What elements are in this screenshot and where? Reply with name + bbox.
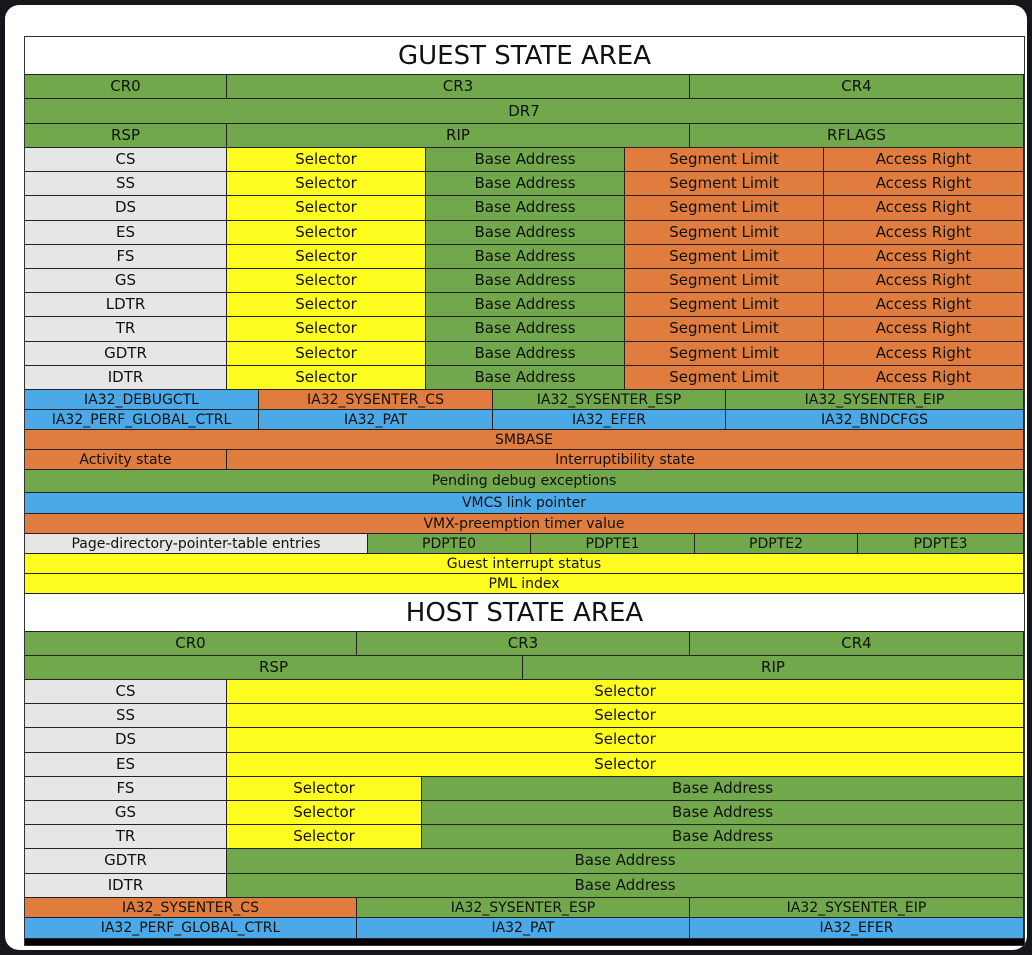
segment-base-address: Base Address bbox=[426, 342, 625, 366]
host-msr-row-1 bbox=[25, 898, 1024, 918]
guest-vmx-preemption-timer: VMX-preemption timer value bbox=[25, 514, 1024, 534]
segment-selector: Selector bbox=[227, 172, 426, 196]
segment-access-right: Access Right bbox=[824, 148, 1024, 172]
guest-state-row bbox=[25, 450, 1024, 470]
guest-segment-row bbox=[25, 196, 1024, 220]
host-segment-row bbox=[25, 874, 1024, 898]
segment-name: SS bbox=[25, 704, 227, 728]
guest-ia32-sysenter-esp: IA32_SYSENTER_ESP bbox=[493, 390, 726, 410]
segment-selector: Selector bbox=[227, 148, 426, 172]
segment-base-address: Base Address bbox=[422, 777, 1024, 801]
segment-base-address: Base Address bbox=[422, 825, 1024, 849]
guest-msr-row-1 bbox=[25, 390, 1024, 410]
segment-selector: Selector bbox=[227, 777, 422, 801]
guest-segment-row bbox=[25, 342, 1024, 366]
segment-limit: Segment Limit bbox=[625, 269, 824, 293]
segment-name: IDTR bbox=[25, 366, 227, 390]
guest-segment-row bbox=[25, 317, 1024, 341]
host-segment-row bbox=[25, 825, 1024, 849]
segment-selector: Selector bbox=[227, 825, 422, 849]
guest-dr7-row bbox=[25, 99, 1024, 124]
segment-base-address: Base Address bbox=[227, 849, 1024, 873]
host-cr3: CR3 bbox=[357, 632, 690, 656]
segment-name: TR bbox=[25, 317, 227, 341]
guest-segment-row bbox=[25, 269, 1024, 293]
host-state-area-title: HOST STATE AREA bbox=[25, 594, 1024, 632]
segment-name: ES bbox=[25, 753, 227, 777]
segment-name: FS bbox=[25, 245, 227, 269]
guest-control-registers-row bbox=[25, 75, 1024, 99]
host-cr0: CR0 bbox=[25, 632, 357, 656]
guest-activity-state: Activity state bbox=[25, 450, 227, 470]
segment-base-address: Base Address bbox=[426, 172, 625, 196]
host-segment-row bbox=[25, 704, 1024, 728]
segment-name: CS bbox=[25, 680, 227, 704]
host-segment-row bbox=[25, 801, 1024, 825]
guest-pending-debug-exceptions: Pending debug exceptions bbox=[25, 470, 1024, 493]
host-ia32-efer: IA32_EFER bbox=[690, 918, 1024, 939]
guest-vmx-timer-row bbox=[25, 514, 1024, 534]
segment-base-address: Base Address bbox=[426, 148, 625, 172]
guest-cr0: CR0 bbox=[25, 75, 227, 99]
guest-vmcs-link-pointer: VMCS link pointer bbox=[25, 493, 1024, 514]
host-rsp-rip-row bbox=[25, 656, 1024, 680]
guest-pdpte3: PDPTE3 bbox=[858, 534, 1024, 554]
image-frame bbox=[5, 5, 1027, 950]
segment-selector: Selector bbox=[227, 221, 426, 245]
host-rsp: RSP bbox=[25, 656, 523, 680]
segment-limit: Segment Limit bbox=[625, 366, 824, 390]
segment-name: CS bbox=[25, 148, 227, 172]
host-segment-row bbox=[25, 777, 1024, 801]
segment-limit: Segment Limit bbox=[625, 317, 824, 341]
guest-ia32-perf-global-ctrl: IA32_PERF_GLOBAL_CTRL bbox=[25, 410, 259, 430]
guest-ia32-efer: IA32_EFER bbox=[493, 410, 726, 430]
host-rip: RIP bbox=[523, 656, 1024, 680]
segment-name: FS bbox=[25, 777, 227, 801]
guest-cr4: CR4 bbox=[690, 75, 1024, 99]
guest-state-area-title: GUEST STATE AREA bbox=[25, 37, 1024, 75]
host-segment-row bbox=[25, 849, 1024, 873]
host-segment-row bbox=[25, 680, 1024, 704]
segment-base-address: Base Address bbox=[426, 269, 625, 293]
segment-name: GDTR bbox=[25, 849, 227, 873]
guest-ia32-bndcfgs: IA32_BNDCFGS bbox=[726, 410, 1024, 430]
segment-name: DS bbox=[25, 196, 227, 220]
guest-pdpte-label: Page-directory-pointer-table entries bbox=[25, 534, 368, 554]
segment-name: GS bbox=[25, 801, 227, 825]
segment-base-address: Base Address bbox=[426, 293, 625, 317]
segment-access-right: Access Right bbox=[824, 245, 1024, 269]
guest-vmcs-link-row bbox=[25, 493, 1024, 514]
segment-selector: Selector bbox=[227, 753, 1024, 777]
segment-access-right: Access Right bbox=[824, 269, 1024, 293]
segment-base-address: Base Address bbox=[426, 196, 625, 220]
segment-base-address: Base Address bbox=[426, 317, 625, 341]
segment-limit: Segment Limit bbox=[625, 172, 824, 196]
segment-access-right: Access Right bbox=[824, 293, 1024, 317]
guest-pdpte0: PDPTE0 bbox=[368, 534, 531, 554]
guest-interrupt-status: Guest interrupt status bbox=[25, 554, 1024, 574]
segment-limit: Segment Limit bbox=[625, 293, 824, 317]
segment-base-address: Base Address bbox=[426, 221, 625, 245]
guest-rip: RIP bbox=[227, 124, 690, 148]
segment-selector: Selector bbox=[227, 801, 422, 825]
guest-ia32-pat: IA32_PAT bbox=[259, 410, 493, 430]
segment-name: IDTR bbox=[25, 874, 227, 898]
segment-base-address: Base Address bbox=[426, 366, 625, 390]
guest-pending-debug-row bbox=[25, 470, 1024, 493]
vmcs-layout-diagram bbox=[24, 36, 1025, 946]
host-ia32-perf-global-ctrl: IA32_PERF_GLOBAL_CTRL bbox=[25, 918, 357, 939]
guest-segment-row bbox=[25, 293, 1024, 317]
guest-rsp: RSP bbox=[25, 124, 227, 148]
segment-base-address: Base Address bbox=[426, 245, 625, 269]
segment-access-right: Access Right bbox=[824, 196, 1024, 220]
segment-limit: Segment Limit bbox=[625, 196, 824, 220]
segment-selector: Selector bbox=[227, 269, 426, 293]
guest-interruptibility-state: Interruptibility state bbox=[227, 450, 1024, 470]
host-cr4: CR4 bbox=[690, 632, 1024, 656]
segment-selector: Selector bbox=[227, 366, 426, 390]
guest-pdpte2: PDPTE2 bbox=[695, 534, 858, 554]
guest-segment-row bbox=[25, 245, 1024, 269]
segment-name: TR bbox=[25, 825, 227, 849]
segment-limit: Segment Limit bbox=[625, 245, 824, 269]
segment-selector: Selector bbox=[227, 728, 1024, 752]
guest-pml-index-row bbox=[25, 574, 1024, 594]
guest-segment-row bbox=[25, 366, 1024, 390]
segment-selector: Selector bbox=[227, 293, 426, 317]
host-segment-row bbox=[25, 753, 1024, 777]
host-ia32-sysenter-esp: IA32_SYSENTER_ESP bbox=[357, 898, 690, 918]
segment-access-right: Access Right bbox=[824, 221, 1024, 245]
segment-name: GS bbox=[25, 269, 227, 293]
segment-access-right: Access Right bbox=[824, 366, 1024, 390]
guest-segment-row bbox=[25, 221, 1024, 245]
host-ia32-pat: IA32_PAT bbox=[357, 918, 690, 939]
guest-ia32-sysenter-eip: IA32_SYSENTER_EIP bbox=[726, 390, 1024, 410]
segment-limit: Segment Limit bbox=[625, 221, 824, 245]
segment-base-address: Base Address bbox=[422, 801, 1024, 825]
host-ia32-sysenter-cs: IA32_SYSENTER_CS bbox=[25, 898, 357, 918]
segment-access-right: Access Right bbox=[824, 342, 1024, 366]
guest-interrupt-status-row bbox=[25, 554, 1024, 574]
segment-selector: Selector bbox=[227, 317, 426, 341]
guest-smbase: SMBASE bbox=[25, 430, 1024, 450]
segment-access-right: Access Right bbox=[824, 317, 1024, 341]
segment-access-right: Access Right bbox=[824, 172, 1024, 196]
segment-name: DS bbox=[25, 728, 227, 752]
segment-name: GDTR bbox=[25, 342, 227, 366]
guest-segment-row bbox=[25, 172, 1024, 196]
guest-ia32-sysenter-cs: IA32_SYSENTER_CS bbox=[259, 390, 493, 410]
segment-name: ES bbox=[25, 221, 227, 245]
segment-selector: Selector bbox=[227, 196, 426, 220]
segment-selector: Selector bbox=[227, 342, 426, 366]
host-ia32-sysenter-eip: IA32_SYSENTER_EIP bbox=[690, 898, 1024, 918]
segment-name: SS bbox=[25, 172, 227, 196]
segment-selector: Selector bbox=[227, 245, 426, 269]
segment-name: LDTR bbox=[25, 293, 227, 317]
guest-pdpte-row bbox=[25, 534, 1024, 554]
segment-base-address: Base Address bbox=[227, 874, 1024, 898]
guest-pml-index: PML index bbox=[25, 574, 1024, 594]
guest-smbase-row bbox=[25, 430, 1024, 450]
segment-limit: Segment Limit bbox=[625, 148, 824, 172]
host-msr-row-2 bbox=[25, 918, 1024, 939]
segment-selector: Selector bbox=[227, 704, 1024, 728]
segment-limit: Segment Limit bbox=[625, 342, 824, 366]
guest-cr3: CR3 bbox=[227, 75, 690, 99]
segment-selector: Selector bbox=[227, 680, 1024, 704]
host-control-registers-row bbox=[25, 632, 1024, 656]
guest-ia32-debugctl: IA32_DEBUGCTL bbox=[25, 390, 259, 410]
guest-dr7: DR7 bbox=[25, 99, 1024, 124]
host-segment-row bbox=[25, 728, 1024, 752]
guest-msr-row-2 bbox=[25, 410, 1024, 430]
guest-rsp-rip-rflags-row bbox=[25, 124, 1024, 148]
guest-segment-row bbox=[25, 148, 1024, 172]
guest-pdpte1: PDPTE1 bbox=[531, 534, 695, 554]
guest-rflags: RFLAGS bbox=[690, 124, 1024, 148]
